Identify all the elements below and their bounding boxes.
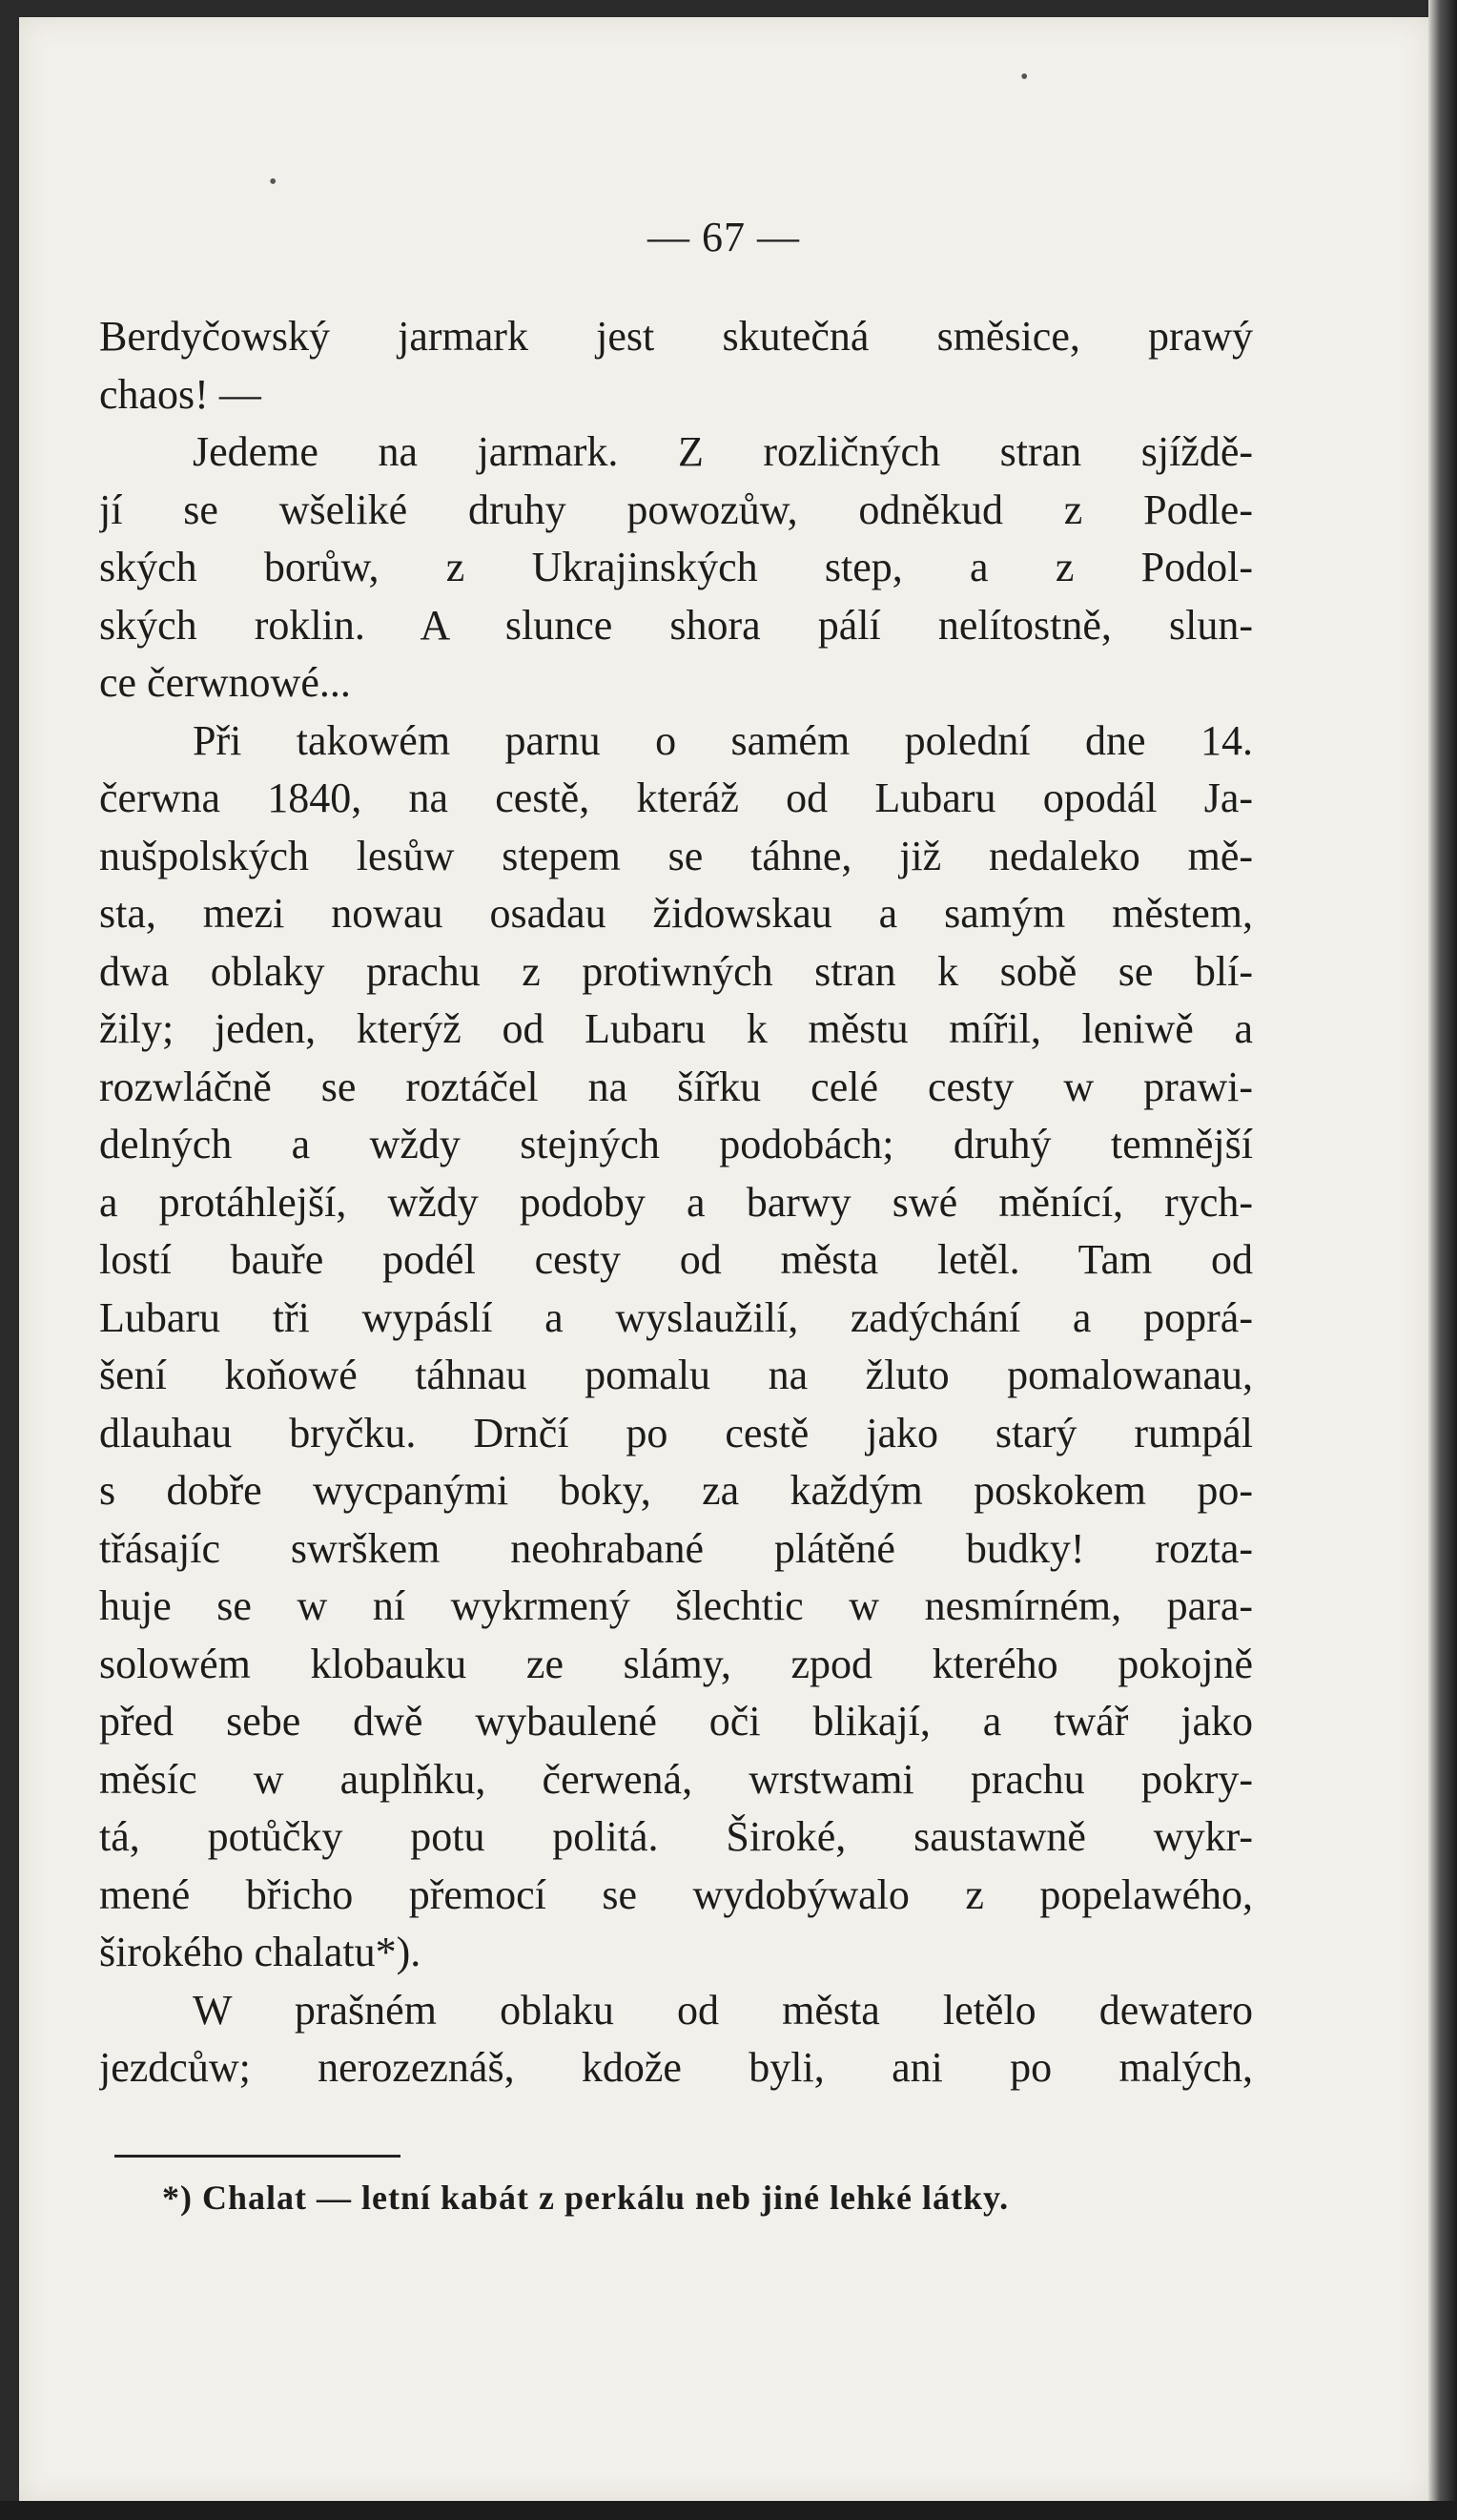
footnote-rule	[114, 2155, 400, 2158]
text-line: třásajíc swrškem neohrabané plátěné budky! rozta-	[99, 1524, 1253, 1572]
text-line: ských roklin. A slunce shora pálí nelítostně, slun-	[99, 601, 1253, 649]
text-line: mené břicho přemocí se wydobýwalo z popelawého,	[99, 1870, 1253, 1918]
text-line: dlauhau bryčku. Drnčí po cestě jako starý rumpál	[99, 1409, 1253, 1456]
text-line: před sebe dwě wybaulené oči blikají, a twář jako	[99, 1698, 1253, 1745]
text-line: šení koňowé táhnau pomalu na žluto pomalowanau,	[99, 1352, 1253, 1398]
text-line: delných a wždy stejných podobách; druhý temnější	[99, 1121, 1253, 1167]
text-line: Lubaru tři wypáslí a wyslaužilí, zadýchání a poprá-	[99, 1293, 1253, 1341]
text-line: Jedeme na jarmark. Z rozličných stran sjíždě-	[193, 428, 1253, 475]
text-line: žily; jeden, kterýž od Lubaru k městu mířil, leniwě a	[99, 1005, 1253, 1052]
scan-bottom-edge	[0, 2501, 1457, 2520]
ink-speck: •	[269, 170, 277, 195]
page-number: — 67 —	[647, 214, 800, 260]
footnote: *) Chalat — letní kabát z perkálu neb jiné lehké látky.	[162, 2178, 1010, 2217]
text-line: širokého chalatu*).	[99, 1929, 421, 1975]
text-line: huje se w ní wykrmený šlechtic w nesmírném, para-	[99, 1582, 1253, 1629]
text-line: chaos! —	[99, 370, 261, 418]
text-line: Při takowém parnu o samém polední dne 14.	[193, 716, 1253, 764]
text-line: a protáhlejší, wždy podoby a barwy swé měnící, rych-	[99, 1178, 1253, 1226]
text-line: ských borůw, z Ukrajinských step, a z Podol-	[99, 544, 1253, 590]
body-text	[99, 308, 1253, 2097]
ink-speck: •	[1020, 65, 1029, 90]
text-line: ce čerwnowé...	[99, 659, 351, 706]
text-line: lostí bauře podél cesty od města letěl. Tam od	[99, 1236, 1253, 1283]
text-line: měsíc w auplňku, čerwená, wrstwami prachu pokry-	[99, 1755, 1253, 1803]
text-line: čerwna 1840, na cestě, kteráž od Lubaru opodál Ja-	[99, 775, 1253, 821]
text-line: rozwláčně se roztáčel na šířku celé cesty w prawi-	[99, 1063, 1253, 1110]
text-line: dwa oblaky prachu z protiwných stran k sobě se blí-	[99, 947, 1253, 995]
text-line: nušpolských lesůw stepem se táhne, již nedaleko mě-	[99, 832, 1253, 879]
text-line: sta, mezi nowau osadau židowskau a samým městem,	[99, 890, 1253, 937]
text-line: W prašném oblaku od města letělo dewatero	[193, 1986, 1253, 2034]
text-line: solowém klobauku ze slámy, zpod kterého pokojně	[99, 1640, 1253, 1687]
book-page	[19, 17, 1428, 2501]
text-line: Berdyčowský jarmark jest skutečná směsice, prawý	[99, 313, 1253, 360]
text-line: jezdcůw; nerozeznáš, kdože byli, ani po malých,	[99, 2044, 1253, 2091]
book-spine-shadow	[1428, 0, 1457, 2520]
text-line: jí se wšeliké druhy powozůw, odněkud z Podle-	[99, 485, 1253, 533]
text-line: tá, potůčky potu politá. Široké, saustawně wykr-	[99, 1813, 1253, 1860]
text-line: s dobře wycpanými boky, za každým poskokem po-	[99, 1467, 1253, 1514]
